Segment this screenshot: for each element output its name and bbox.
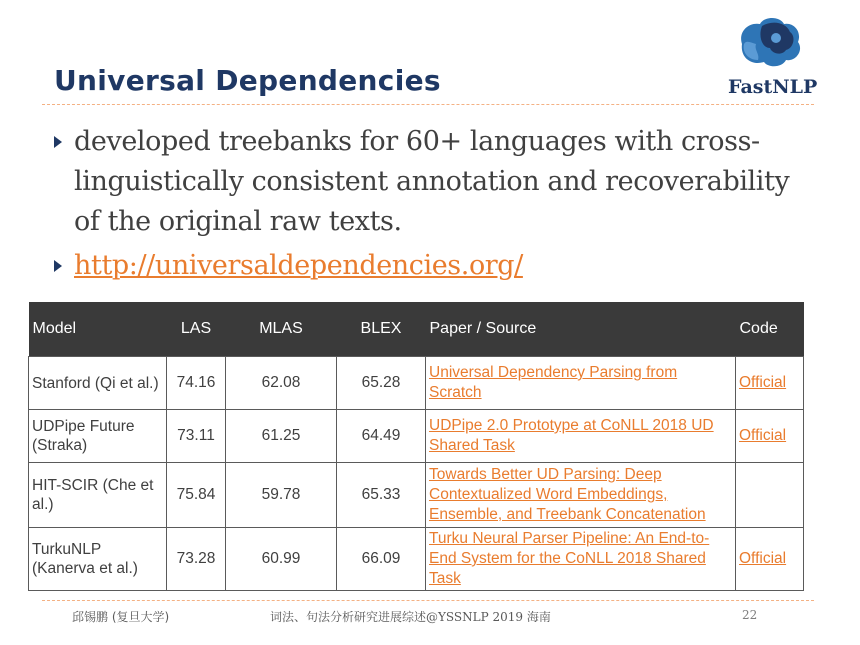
table-row <box>29 463 804 528</box>
table-row <box>29 528 804 591</box>
footer-author: 邱锡鹏 (复旦大学) <box>72 610 170 624</box>
table-header-row <box>29 302 804 357</box>
table-row <box>29 410 804 463</box>
results-table <box>28 302 804 591</box>
cell-blex: 65.28 <box>337 357 426 410</box>
cell-code <box>736 357 804 410</box>
col-model: Model <box>29 302 167 357</box>
cell-las: 73.11 <box>167 410 226 463</box>
cell-blex: 66.09 <box>337 528 426 591</box>
paper-link[interactable]: Universal Dependency Parsing from Scratch <box>429 364 678 401</box>
cell-mlas: 61.25 <box>226 410 337 463</box>
ud-website-link[interactable]: http://universaldependencies.org/ <box>74 250 523 281</box>
cell-model: TurkuNLP (Kanerva et al.) <box>29 528 167 591</box>
cell-las: 73.28 <box>167 528 226 591</box>
cell-las: 74.16 <box>167 357 226 410</box>
puzzle-brain-icon <box>732 14 812 76</box>
paper-link[interactable]: Turku Neural Parser Pipeline: An End-to-End System for the CoNLL 2018 Shared Task <box>429 530 710 587</box>
bullet-item <box>52 122 812 242</box>
col-mlas: MLAS <box>226 302 337 357</box>
logo-text: FastNLP <box>728 76 818 98</box>
col-paper: Paper / Source <box>426 302 736 357</box>
col-blex: BLEX <box>337 302 426 357</box>
cell-model: UDPipe Future (Straka) <box>29 410 167 463</box>
fastnlp-logo <box>722 14 832 104</box>
page-number: 22 <box>742 608 758 622</box>
slide-title: Universal Dependencies <box>54 64 441 97</box>
cell-blex: 64.49 <box>337 410 426 463</box>
cell-las: 75.84 <box>167 463 226 528</box>
table-row <box>29 357 804 410</box>
bullet-item <box>52 246 812 286</box>
cell-paper <box>426 463 736 528</box>
paper-link[interactable]: Towards Better UD Parsing: Deep Contextualized Word Embeddings, Ensemble, and Treebank Concatenation <box>429 466 706 523</box>
code-link[interactable]: Official <box>739 427 787 444</box>
cell-paper <box>426 410 736 463</box>
footer-event: 词法、句法分析研究进展综述@YSSNLP 2019 海南 <box>270 610 551 624</box>
cell-mlas: 62.08 <box>226 357 337 410</box>
cell-code <box>736 528 804 591</box>
cell-model: HIT-SCIR (Che et al.) <box>29 463 167 528</box>
code-link[interactable]: Official <box>739 550 787 567</box>
bullet-list <box>52 122 812 286</box>
triangle-bullet-icon <box>54 136 62 148</box>
code-link[interactable]: Official <box>739 374 787 391</box>
cell-paper <box>426 528 736 591</box>
cell-mlas: 60.99 <box>226 528 337 591</box>
triangle-bullet-icon <box>54 260 62 272</box>
col-code: Code <box>736 302 804 357</box>
cell-paper <box>426 357 736 410</box>
cell-code <box>736 463 804 528</box>
top-divider <box>42 104 814 105</box>
cell-blex: 65.33 <box>337 463 426 528</box>
cell-model: Stanford (Qi et al.) <box>29 357 167 410</box>
paper-link[interactable]: UDPipe 2.0 Prototype at CoNLL 2018 UD Shared Task <box>429 417 714 454</box>
cell-mlas: 59.78 <box>226 463 337 528</box>
bullet-text: developed treebanks for 60+ languages with cross-linguistically consistent annotation and recoverability of the original raw texts. <box>74 126 790 237</box>
cell-code <box>736 410 804 463</box>
col-las: LAS <box>167 302 226 357</box>
bottom-divider <box>42 600 814 601</box>
